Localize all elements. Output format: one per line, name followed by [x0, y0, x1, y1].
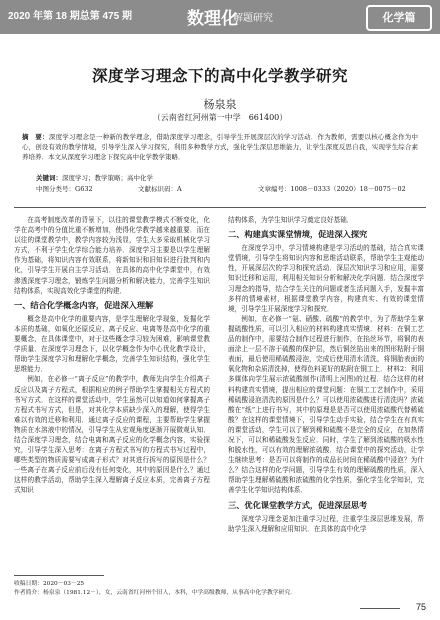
keywords-text: 深度学习；教学策略；高中化学 [62, 174, 153, 182]
paragraph: 结构体系，为学生知识学习奠定良好基础． [228, 216, 354, 224]
keywords-label: 关键词： [36, 174, 62, 182]
clc-number: 中图分类号：G632 [36, 185, 93, 193]
document-code: 文献标识码：A [138, 185, 182, 193]
page-number: 75 [415, 602, 426, 612]
author-affiliation: （云南省红河州第一中学 661400） [152, 113, 288, 122]
keywords-line [36, 173, 153, 182]
paragraph: 例如，在必修一“离子反应”的教学中，教师先向学生介绍离子反应以及离子方程式，根据相应的例子帮助学生掌握相关方程式的书写方式．在这样的课堂活动中，学生虽然可以知道如何掌握离子方程式书写方式，但是，对其化学本质缺少深入的理解，使得学生难以有效的迁移和利用．通过离子反应的课程，主要帮助学生掌握物质在水溶液中的情况，引导学生从宏观角度逐渐开展微观认知．结合深度学习理念，结合电离和离子反应的化学概念内容，实验探究，引导学生深入思考：在离子方程式书写的方程式书写过程中，哪些类型的物质需要写成离子形式？对其进行拆写的原因是什么？一些离子在离子反应前后没有任何变化，其中的原因是什么？通过这样的教学活动，帮助学生深入理解离子反应本质，完善离子方程式知识 [14, 375, 210, 495]
page-number-rule [360, 608, 400, 609]
footnote-rule [14, 575, 104, 576]
section-heading-1: 一、结合化学概念内容，促进深入理解 [14, 299, 154, 310]
article-author: 杨泉泉 [203, 98, 237, 111]
section-heading-3: 三、优化课堂教学方式，促进深层思考 [228, 499, 368, 510]
journal-logo: 化学篇 [366, 5, 432, 31]
issue-info: 2020 年第 18 期总第 475 期 [8, 11, 132, 22]
divider-rule [14, 207, 426, 208]
abstract [22, 132, 418, 162]
paragraph: 概念是高中化学的重要内容，是学生理解化学现象，发掘化学本质的基础，如氧化还原反应、离子反应、电离等是高中化学的重要概念，在具体课堂中，对于这些概念学习较为困难，影响课堂教学质量．在深度学习理念下，以化学概念作为中心优化教学设计，帮助学生深度学习和理解化学概念，完善学生知识结构，强化学生思维能力． [14, 314, 210, 374]
abstract-label: 摘 要： [22, 133, 49, 141]
paragraph: 例如，在必修一“氨、硝酸、硫酸”的教学中，为了帮助学生掌握硫酸性质，可以引入相应的材料构建真实情境．材料：在铜工艺品的制作中，需要结合制作过程进行制作，在掐丝环节，将铜的表面涂上一层不溶于硫酸的保护层，然后铜丝掐出来的图形粘附于铜表面，最后使用稀硫酸浸泡，完成后使用清水清洗，将铜胎表面的氧化物和杂质清洗掉，使得色料更好的粘附在铜工上．材料2：利用多媒体向学生展示浓硫酸制作(清明上河图)的过程．结合这样的材料构建真实情境，提出相应的课堂问题：在铜工工艺制作中，采用稀硫酸浸泡清洗的原因是什么？可以使用浓硫酸进行清洗吗？浓硫酸在“纸”上进行书写，其中的原理是是否可以使用浓硫酸代替稀硫酸？在这样的课堂情境下，引导学生动手实验，结合学生在有真实的课堂活动，学生可以了解到稀和硫酸不是完全的反应，在加热情况下，可以和稀硫酸发生反应．同时，学生了解到浓硫酸的吸水性和脱水性，可以有效的理解浓硫酸．结合课堂中的探究活动，让学生继续思考：是否可以将制作的成品长时间在稀硫酸中浸泡？为什么？结合这样的化学问题，引导学生有效的理解硫酸的性质，深入帮助学生理解稀硫酸和浓硫酸的化学性质，强化学生化学知识，完善学生化学知识结构体系． [228, 314, 424, 495]
paragraph: 深度学习理念更加注重学习过程，注重学生深层思维发展，帮助学生深入理解和应用知识．在具体的高中化学 [228, 514, 424, 533]
left-column [14, 215, 210, 496]
abstract-text: 深度学习理念是一种新的教学理念，借助深度学习理念，引导学生开展深层次的学习活动．作为教师，需要以核心概念作为中心，创设有效的教学情境，引导学生深入学习探究，利用多种教学方式，强化学生深层思维能力，让学生深度反思自我，实现学生综合素养培养．本文从深度学习理念下探究高中化学教学策略． [22, 133, 419, 161]
article-number: 文章编号：1008－0333（2020）18－0075－02 [258, 185, 406, 193]
section-heading-2: 二、构建真实课堂情境，促进深入探究 [228, 229, 368, 240]
article-title: 深度学习理念下的高中化学教学研究 [91, 67, 348, 85]
received-date: 收稿日期：2020－03－25 [14, 581, 85, 587]
author-bio: 作者简介：杨泉泉（1981.12－），女，云南省红河州个旧人，本科，中学高级教师，从事高中化学教学研究． [14, 590, 296, 596]
column-subtitle: 解题研究 [233, 13, 273, 24]
column-name: 数理化 [187, 9, 238, 28]
right-column [228, 215, 424, 534]
page-header [0, 0, 440, 34]
paragraph: 在高考制度改革的背景下，以往的课堂教学模式不断变化，化学在高考中的分值比重不断增加，使得化学教学越来越重要．而在以往的课堂教学中，教学内容较为浅显，学生大多采取机械化学习方式，不利于学生化学综合能力培养．深度学习主要是以学生理解作为基础，将知识内容有效联系，将新知识和旧知识进行批判和内化，引导学生开展自主学习活动．在具体的高中化学课堂中，有效渗透深度学习理念，锻炼学生问题分析和解决能力，完善学生知识结构体系，实现高效化学课堂的构建． [14, 216, 210, 295]
paragraph: 在深度学习中，学习情境构建是学习活动的基础，结合真实课堂情境，引导学生将知识内容和思维活动联系，帮助学生主观能动性，开展深层次的学习和探究活动．深层次知识学习和应用，需要知识迁移和运用，利用相关知识分析和解决化学问题．结合深度学习理念的指导，结合学生关注的问题或者生活问题入手，发掘丰富多样的情境素材，根据课堂教学内容，构建真实、有效的课堂情境，引导学生开展深度学习和探究． [228, 244, 424, 313]
